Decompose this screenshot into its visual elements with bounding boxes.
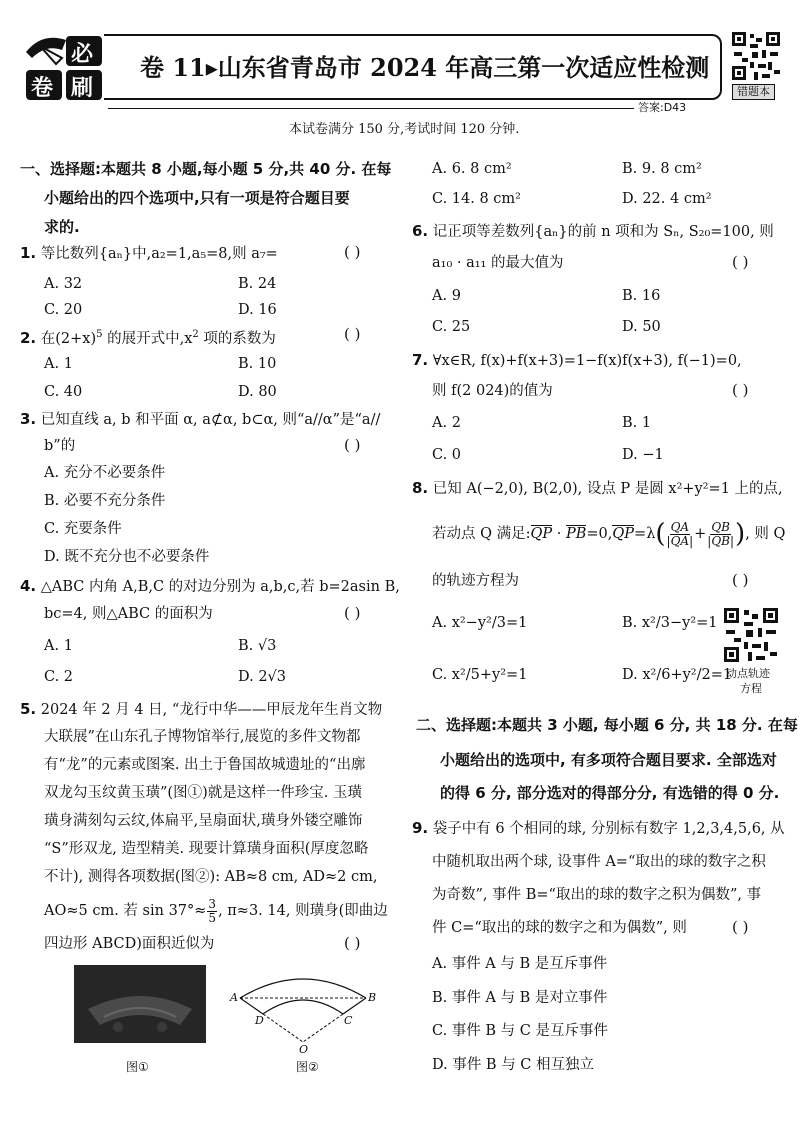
- figure-2-caption: 图②: [296, 1060, 319, 1074]
- question-5-option-a[interactable]: A. 6. 8 cm²: [432, 161, 512, 177]
- vector-pb: PB: [565, 526, 587, 542]
- badge-juan: 卷: [31, 76, 54, 101]
- question-5-option-b[interactable]: B. 9. 8 cm²: [622, 161, 702, 177]
- header-logo: [22, 30, 108, 104]
- question-9-option-a[interactable]: A. 事件 A 与 B 是互斥事件: [432, 956, 608, 972]
- question-2-option-a[interactable]: A. 1: [44, 356, 73, 372]
- question-4-option-c[interactable]: C. 2: [44, 669, 74, 685]
- question-4-stem: [20, 577, 400, 596]
- section1-line2: 小题给出的四个选项中,只有一项是符合题目要: [44, 189, 350, 207]
- question-8-stem: [412, 479, 783, 498]
- question-1-number: 1.: [20, 244, 37, 262]
- question-9-text-2: 中随机取出两个球, 设事件 A=“取出的球的数字之积: [432, 854, 766, 870]
- header-rule: [108, 108, 634, 109]
- question-7-option-a[interactable]: A. 2: [432, 415, 461, 431]
- question-8-text-2a: 若动点 Q 满足:: [432, 526, 531, 542]
- question-8-answer-blank[interactable]: ( ): [732, 571, 749, 589]
- question-8-option-b[interactable]: B. x²/3−y²=1: [622, 615, 718, 631]
- question-7-number: 7.: [412, 351, 429, 369]
- question-1-option-c[interactable]: C. 20: [44, 302, 83, 318]
- question-5-number: 5.: [20, 700, 37, 718]
- question-1-option-d[interactable]: D. 16: [238, 302, 277, 318]
- question-6-text-1: 记正项等差数列{aₙ}的前 n 项和为 Sₙ, S₂₀=100, 则: [432, 224, 774, 240]
- exam-intro: 本试卷满分 150 分,考试时间 120 分钟.: [289, 122, 520, 137]
- qr-caption-line1: 动点轨迹: [726, 667, 770, 680]
- qr-code-q8[interactable]: [722, 606, 780, 664]
- question-8-option-c[interactable]: C. x²/5+y²=1: [432, 667, 528, 683]
- question-4-option-a[interactable]: A. 1: [44, 638, 73, 654]
- question-9-option-d[interactable]: D. 事件 B 与 C 相互独立: [432, 1057, 595, 1073]
- section2-line2: 小题给出的选项中, 有多项符合题目要求. 全部选对: [440, 751, 777, 769]
- question-5-text-1: 2024 年 2 月 4 日, “龙行中华——甲辰龙年生肖文物: [40, 702, 383, 718]
- question-3-option-b[interactable]: B. 必要不充分条件: [44, 493, 166, 509]
- figure-2-diagram: [228, 960, 378, 1060]
- question-7-answer-blank[interactable]: ( ): [732, 381, 749, 399]
- question-2-option-d[interactable]: D. 80: [238, 384, 277, 400]
- question-1-stem: [20, 244, 278, 263]
- question-6-text-2: a₁₀ · a₁₁ 的最大值为: [432, 255, 564, 271]
- point-a-label: A: [230, 991, 238, 1004]
- question-5-text-8: [44, 896, 388, 926]
- question-8-option-a[interactable]: A. x²−y²/3=1: [432, 615, 528, 631]
- answer-ref: 答案:D43: [638, 101, 687, 114]
- point-b-label: B: [368, 991, 377, 1004]
- equals-zero: =0,: [586, 526, 613, 542]
- equals-lambda: =λ: [634, 526, 656, 542]
- question-1-option-a[interactable]: A. 32: [44, 276, 83, 292]
- question-2-text-b: 的展开式中,x: [102, 330, 193, 347]
- question-5-text-4: 双龙勾玉纹黄玉璜”(图①)就是这样一件珍宝. 玉璜: [44, 785, 362, 801]
- point-o-label: O: [299, 1043, 309, 1056]
- section2-line3: 的得 6 分, 部分选对的得部分分, 有选错的得 0 分.: [440, 784, 780, 802]
- question-8-number: 8.: [412, 479, 429, 497]
- qr-code-icon: [730, 30, 782, 82]
- jade-artifact-image: [74, 965, 206, 1043]
- question-5-text-5: 璜身满刻勾云纹,体扁平,呈扇面状,璜身外镂空雕饰: [44, 813, 363, 829]
- question-7-option-b[interactable]: B. 1: [622, 415, 652, 431]
- vector-qp-1: QP: [530, 526, 553, 542]
- question-3-stem: [20, 410, 380, 429]
- qr-label: 错题本: [732, 84, 775, 100]
- page-title: 卷 11▸山东省青岛市 2024 年高三第一次适应性检测: [140, 53, 710, 82]
- figure-1-photo: [74, 965, 206, 1043]
- figure-1-caption: 图①: [126, 1060, 149, 1074]
- question-6-option-c[interactable]: C. 25: [432, 319, 471, 335]
- question-2-text-c: 项的系数为: [198, 330, 276, 347]
- question-9-stem: [412, 819, 785, 838]
- unit-vector-qb-num: QB: [711, 519, 730, 534]
- question-5-text-6: “S”形双龙, 造型精美. 现要计算璜身面积(厚度忽略: [44, 841, 369, 857]
- question-8-text-2: 若动点 Q 满足:QP · PB=0,QP=λ( $\frac{QA}{|QA|}$ + $\frac{QB}{|QB|}$ ), 则 Q: [432, 519, 786, 549]
- question-1-text: 等比数列{aₙ}中,a₂=1,a₅=8,则 a₇=: [40, 246, 278, 262]
- unit-vector-qb: [707, 521, 734, 548]
- question-8-text-3: 的轨迹方程为: [432, 573, 519, 589]
- question-4-number: 4.: [20, 577, 37, 595]
- section1-line3: 求的.: [44, 218, 80, 236]
- question-3-option-c[interactable]: C. 充要条件: [44, 521, 122, 537]
- question-9-option-c[interactable]: C. 事件 B 与 C 是互斥事件: [432, 1023, 608, 1039]
- question-5-line-1: [20, 700, 382, 719]
- vector-qp-2: QP: [612, 526, 635, 542]
- section2-line1: 二、选择题:本题共 3 小题, 每小题 6 分, 共 18 分. 在每: [416, 716, 798, 734]
- question-7-text-2: 则 f(2 024)的值为: [432, 383, 553, 399]
- question-2-option-b[interactable]: B. 10: [238, 356, 277, 372]
- question-6-option-a[interactable]: A. 9: [432, 288, 461, 304]
- question-5-text-2: 大联展”在山东孔子博物馆举行,展览的多件文物都: [44, 729, 361, 745]
- question-2-option-c[interactable]: C. 40: [44, 384, 83, 400]
- sin-fraction-num: 3: [208, 896, 217, 911]
- question-8-option-d[interactable]: D. x²/6+y²/2=1: [622, 667, 733, 683]
- question-3-option-d[interactable]: D. 既不充分也不必要条件: [44, 549, 210, 565]
- question-2-exp1: 5: [96, 329, 103, 340]
- question-7-option-c[interactable]: C. 0: [432, 447, 462, 463]
- point-d-label: D: [255, 1014, 264, 1027]
- question-2-number: 2.: [20, 328, 37, 347]
- question-4-option-b[interactable]: B. √3: [238, 638, 277, 654]
- question-4-answer-blank[interactable]: ( ): [344, 604, 361, 622]
- question-4-text-2: bc=4, 则△ABC 的面积为: [44, 606, 213, 622]
- qr-code-header[interactable]: [730, 30, 782, 82]
- question-9-text-4: 件 C=“取出的球的数字之和为偶数”, 则: [432, 920, 687, 936]
- question-6-option-b[interactable]: B. 16: [622, 288, 661, 304]
- question-1-answer-blank[interactable]: ( ): [344, 243, 361, 261]
- question-6-answer-blank[interactable]: ( ): [732, 253, 749, 271]
- question-5-answer-blank[interactable]: ( ): [344, 934, 361, 952]
- question-5-option-d[interactable]: D. 22. 4 cm²: [622, 191, 712, 207]
- question-1-option-b[interactable]: B. 24: [238, 276, 277, 292]
- question-2-exp2: 2: [192, 329, 199, 340]
- question-9-number: 9.: [412, 819, 429, 837]
- question-5-text-8b: , π≈3. 14, 则璜身(即曲边: [218, 903, 388, 919]
- question-5-option-c[interactable]: C. 14. 8 cm²: [432, 191, 521, 207]
- question-9-text-3: 为奇数”, 事件 B=“取出的球的数字之积为偶数”, 事: [432, 887, 762, 903]
- question-6-number: 6.: [412, 222, 429, 240]
- question-3-text-2: b”的: [44, 438, 76, 454]
- question-7-text-1: ∀x∈R, f(x)+f(x+3)=1−f(x)f(x+3), f(−1)=0,: [432, 353, 742, 369]
- badge-bi: 必: [71, 42, 94, 67]
- question-5-text-9: 四边形 ABCD)面积近似为: [44, 936, 215, 952]
- point-c-label: C: [344, 1014, 353, 1027]
- question-5-text-7: 不计), 测得各项数据(图②): AB≈8 cm, AD≈2 cm,: [44, 869, 378, 885]
- question-6-option-d[interactable]: D. 50: [622, 319, 661, 335]
- sin-fraction: [207, 898, 217, 925]
- question-9-text-1: 袋子中有 6 个相同的球, 分别标有数字 1,2,3,4,5,6, 从: [432, 821, 785, 837]
- question-9-answer-blank[interactable]: ( ): [732, 918, 749, 936]
- question-8-text-1: 已知 A(−2,0), B(2,0), 设点 P 是圆 x²+y²=1 上的点,: [432, 481, 783, 497]
- sin-fraction-den: 5: [208, 910, 217, 925]
- question-3-text-1: 已知直线 a, b 和平面 α, a⊄α, b⊂α, 则“a//α”是“a//: [40, 412, 381, 428]
- question-7-stem: [412, 351, 742, 370]
- question-4-text-1: △ABC 内角 A,B,C 的对边分别为 a,b,c,若 b=2asin B,: [40, 579, 400, 595]
- qr-code-icon: [722, 606, 780, 664]
- question-2-answer-blank[interactable]: ( ): [344, 325, 361, 343]
- question-6-stem: [412, 222, 774, 241]
- section1-line1: 一、选择题:本题共 8 小题,每小题 5 分,共 40 分. 在每: [20, 160, 392, 178]
- question-8-text-2b: , 则 Q: [745, 526, 786, 542]
- unit-vector-qa-num: QA: [670, 519, 690, 534]
- question-7-option-d[interactable]: D. −1: [622, 447, 664, 463]
- unit-vector-qa-den: |QA|: [666, 533, 694, 548]
- dot-operator: ·: [552, 526, 566, 542]
- unit-vector-qa: [667, 521, 694, 548]
- question-3-option-a[interactable]: A. 充分不必要条件: [44, 465, 166, 481]
- question-2-stem: [20, 326, 276, 348]
- qr-caption-line2: 方程: [740, 682, 762, 695]
- question-5-text-3: 有“龙”的元素或图案. 出土于鲁国故城遗址的“出廓: [44, 757, 366, 773]
- badge-shua: 刷: [71, 76, 94, 101]
- question-9-option-b[interactable]: B. 事件 A 与 B 是对立事件: [432, 990, 608, 1006]
- question-3-answer-blank[interactable]: ( ): [344, 436, 361, 454]
- question-5-text-8a: AO≈5 cm. 若 sin 37°≈: [44, 903, 207, 919]
- plus-sign: +: [694, 526, 707, 542]
- question-4-option-d[interactable]: D. 2√3: [238, 669, 287, 685]
- unit-vector-qb-den: |QB|: [707, 533, 735, 548]
- question-2-text-a: 在(2+x): [40, 330, 97, 347]
- question-3-number: 3.: [20, 410, 37, 428]
